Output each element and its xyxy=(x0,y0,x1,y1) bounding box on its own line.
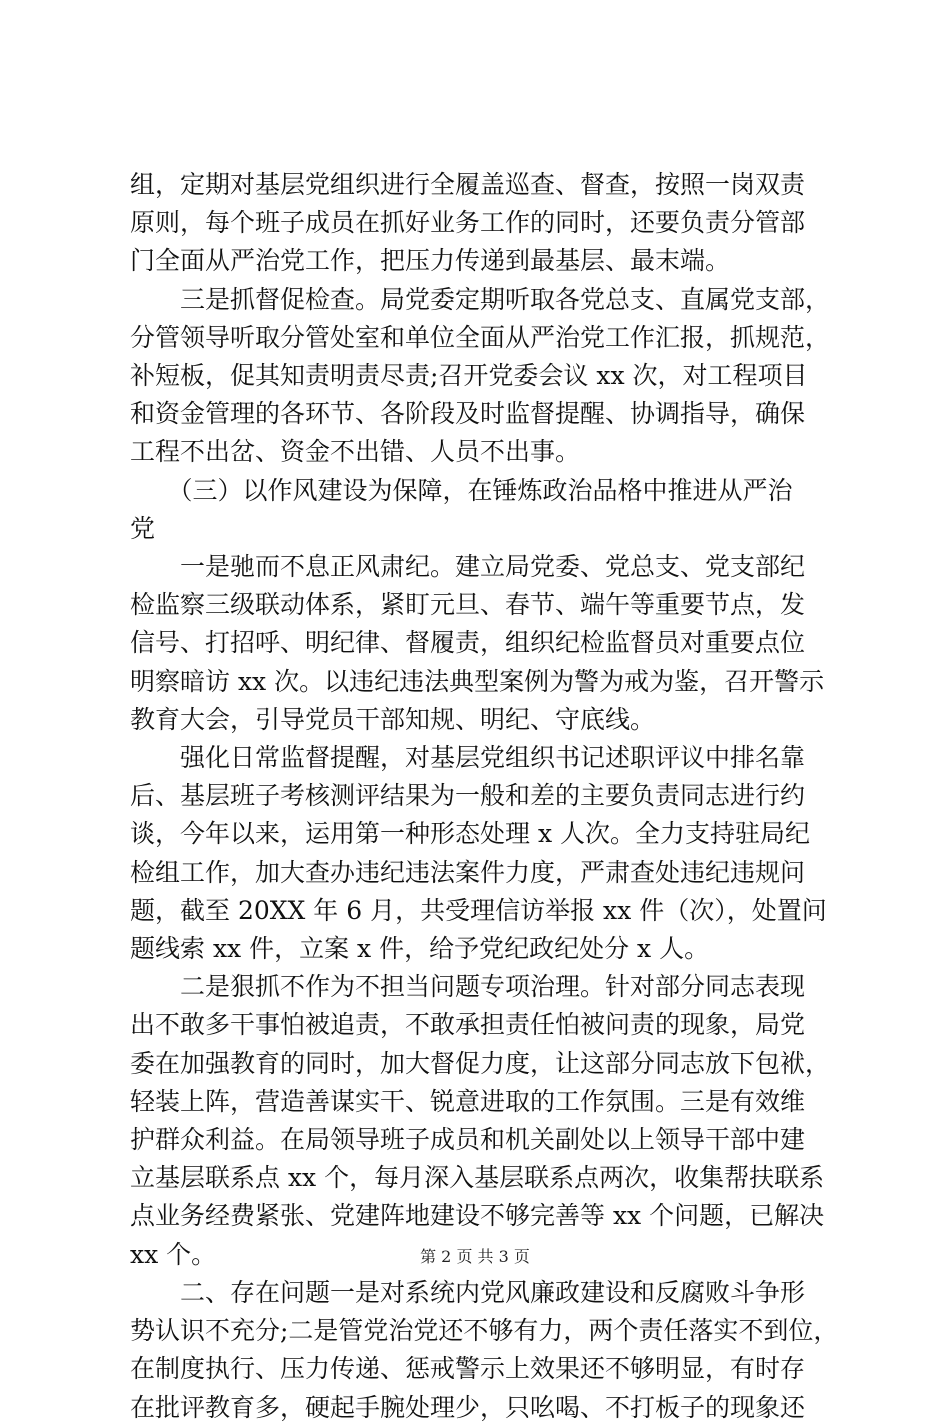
text-line: 谈，今年以来，运用第一种形态处理 x 人次。全力支持驻局纪 xyxy=(130,819,810,849)
text-line: 信号、打招呼、明纪律、督履责，组织纪检监督员对重要点位 xyxy=(130,628,806,658)
text-line: 一是驰而不息正风肃纪。建立局党委、党总支、党支部纪 xyxy=(130,552,806,582)
text-line: 在制度执行、压力传递、惩戒警示上效果还不够明显，有时存 xyxy=(130,1354,806,1384)
text-line: 检组工作，加大查办违纪违法案件力度，严肃查处违纪违规问 xyxy=(130,857,806,887)
text-line: 和资金管理的各环节、各阶段及时监督提醒、协调指导，确保 xyxy=(130,399,806,429)
text-line: 势认识不充分;二是管党治党还不够有力，两个责任落实不到位， xyxy=(130,1316,839,1346)
text-line: 护群众利益。在局领导班子成员和机关副处以上领导干部中建 xyxy=(130,1125,806,1155)
text-line: 在批评教育多，硬起手腕处理少，只吆喝、不打板子的现象还 xyxy=(130,1392,806,1422)
text-line: 立基层联系点 xx 个，每月深入基层联系点两次，收集帮扶联系 xyxy=(130,1163,825,1193)
text-line: 教育大会，引导党员干部知规、明纪、守底线。 xyxy=(130,704,656,734)
text-line: 门全面从严治党工作，把压力传递到最基层、最末端。 xyxy=(130,246,731,276)
text-line: 后、基层班子考核测评结果为一般和差的主要负责同志进行约 xyxy=(130,781,806,811)
text-line: 三是抓督促检查。局党委定期听取各党总支、直属党支部， xyxy=(130,284,831,314)
text-line: 明察暗访 xx 次。以违纪违法典型案例为警为戒为鉴，召开警示 xyxy=(130,666,825,696)
text-line: 补短板，促其知责明责尽责;召开党委会议 xx 次，对工程项目 xyxy=(130,361,808,391)
text-line: （三）以作风建设为保障，在锤炼政治品格中推进从严治 xyxy=(130,475,793,505)
text-line: 工程不出岔、资金不出错、人员不出事。 xyxy=(130,437,581,467)
document-body xyxy=(130,166,839,1427)
text-line: 检监察三级联动体系，紧盯元旦、春节、端午等重要节点，发 xyxy=(130,590,806,620)
text-line: 组，定期对基层党组织进行全履盖巡查、督查，按照一岗双责 xyxy=(130,170,806,199)
text-line: 强化日常监督提醒，对基层党组织书记述职评议中排名靠 xyxy=(130,743,806,773)
text-line: 党 xyxy=(130,513,156,543)
text-line: 出不敢多干事怕被追责，不敢承担责任怕被问责的现象，局党 xyxy=(130,1010,806,1040)
text-line: 原则，每个班子成员在抓好业务工作的同时，还要负责分管部 xyxy=(130,208,806,238)
page-footer: 第 2 页 共 3 页 xyxy=(420,1247,530,1266)
text-line: 二、存在问题一是对系统内党风廉政建设和反腐败斗争形 xyxy=(130,1277,806,1307)
text-line: 题线索 xx 件，立案 x 件，给予党纪政纪处分 x 人。 xyxy=(130,934,710,964)
text-line: 分管领导听取分管处室和单位全面从严治党工作汇报，抓规范， xyxy=(130,322,831,352)
text-line: 题，截至 20XX 年 6 月，共受理信访举报 xx 件（次），处置问 xyxy=(130,895,827,925)
text-line: 轻装上阵，营造善谋实干、锐意进取的工作氛围。三是有效维 xyxy=(130,1086,806,1116)
text-line: 委在加强教育的同时，加大督促力度，让这部分同志放下包袱， xyxy=(130,1048,831,1078)
text-line: xx 个。 xyxy=(130,1239,217,1269)
text-line: 二是狠抓不作为不担当问题专项治理。针对部分同志表现 xyxy=(130,972,806,1002)
text-line: 点业务经费紧张、党建阵地建设不够完善等 xx 个问题，已解决 xyxy=(130,1201,825,1231)
